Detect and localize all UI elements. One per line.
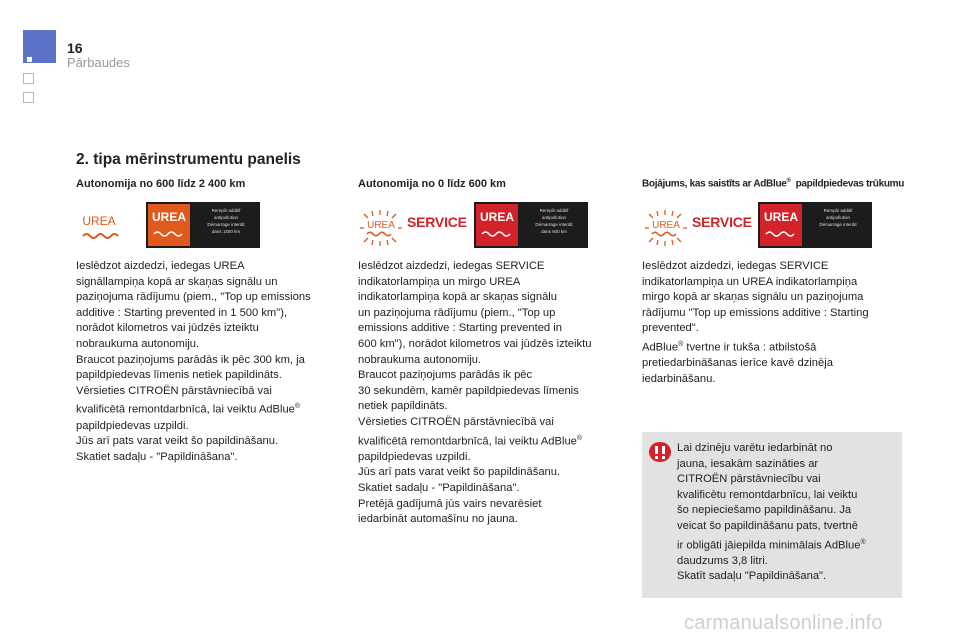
watermark: carmanualsonline.info xyxy=(684,612,883,634)
display-message: Remplir additif antipollution Démarrage interdit dans 600 km xyxy=(535,208,573,234)
instrument-display-2 xyxy=(474,202,588,248)
urea-warning-icon: UREA xyxy=(78,212,120,248)
instrument-display-3 xyxy=(758,202,872,248)
chapter-tab-marker xyxy=(27,57,32,62)
display-message: Remplir additif antipollution Démarrage interdit dans 1500 km xyxy=(207,208,245,234)
chapter-tab-empty-2 xyxy=(23,92,34,103)
display-message: Remplir additif antipollution Démarrage interdit xyxy=(819,208,857,227)
service-warning-icon: SERVICE xyxy=(407,214,467,230)
urea-display-icon: UREA xyxy=(760,204,802,246)
urea-display-icon: UREA xyxy=(148,204,190,246)
column-1-body: Ieslēdzot aizdedzi, iedegas UREA signāllampiņa kopā ar skaņas signālu un paziņojuma rādījumu (piem., "Top up emissions additive : Starting prevented in 1 500 km"), norādot kilometros vai jūdzēs izteiktu nobraukuma autonomiju. Braucot paziņojums parādās ik pēc 300 km, ja papildpiedevas līmenis netiek papildināts. Vērsieties CITROËN pārstāvniecībā vai kvalificētā remontdarbnīcā, lai veiktu AdBlue® papildpiedevas uzpildi. Jūs arī pats varat veikt šo papildināšanu. Skatiet sadaļu - "Papildināšana". xyxy=(76,260,311,463)
page-number: 16 xyxy=(67,40,83,56)
column-2-heading: Autonomija no 0 līdz 600 km xyxy=(358,178,506,190)
urea-flashing-icon: UREA xyxy=(360,208,406,248)
service-warning-icon: SERVICE xyxy=(692,214,752,230)
section-title: 2. tipa mērinstrumentu panelis xyxy=(76,151,301,168)
instrument-display-1 xyxy=(146,202,260,248)
column-3-body: Ieslēdzot aizdedzi, iedegas SERVICE indikatorlampiņa un UREA indikatorlampiņa mirgo kopā ar skaņas signālu un paziņojuma rādījumu "Top up emissions additive : Starting prevented". AdBlue® tvertne ir tukša : atbilstošā pretiedarbināšanas ierīce kavē dzinēja iedarbināšanu. xyxy=(642,260,869,385)
section-name: Pārbaudes xyxy=(67,55,130,70)
urea-display-icon: UREA xyxy=(476,204,518,246)
column-1-heading: Autonomija no 600 līdz 2 400 km xyxy=(76,178,246,190)
warning-exclamation-icon xyxy=(648,441,672,463)
chapter-tab-empty-1 xyxy=(23,73,34,84)
warning-note-text: Lai dzinēju varētu iedarbināt no jauna, iesakām sazināties ar CITROËN pārstāvniecību vai kvalificētu remontdarbnīcu, lai veiktu šo nepieciešamo papildināšanu. Ja veicat šo papildināšanu pats, tvertnē ir obligāti jāiepilda minimālais AdBlue® daudzums 3,8 litri. Skatīt sadaļu "Papildināšana". xyxy=(677,442,866,583)
column-3-heading: Bojājums, kas saistīts ar AdBlue® papildpiedevas trūkumu xyxy=(642,178,905,190)
column-2-body: Ieslēdzot aizdedzi, iedegas SERVICE indikatorlampiņa un mirgo UREA indikatorlampiņa kopā ar skaņas signālu un paziņojuma rādījumu (piem., "Top up emissions additive : Starting prevented in 600 km"), norādot kilometros vai jūdzēs izteiktu nobraukuma autonomiju. Braucot paziņojums parādās ik pēc 30 sekundēm, kamēr papildpiedevas līmenis netiek papildināts. Vērsieties CITROËN pārstāvniecībā vai kvalificētā remontdarbnīcā, lai veiktu AdBlue® papildpiedevas uzpildi. Jūs arī pats varat veikt šo papildināšanu. Skatiet sadaļu - "Papildināšana". Pretējā gadījumā jūs vairs nevarēsiet iedarbināt automašīnu no jauna. xyxy=(358,260,592,526)
urea-flashing-icon: UREA xyxy=(645,208,691,248)
